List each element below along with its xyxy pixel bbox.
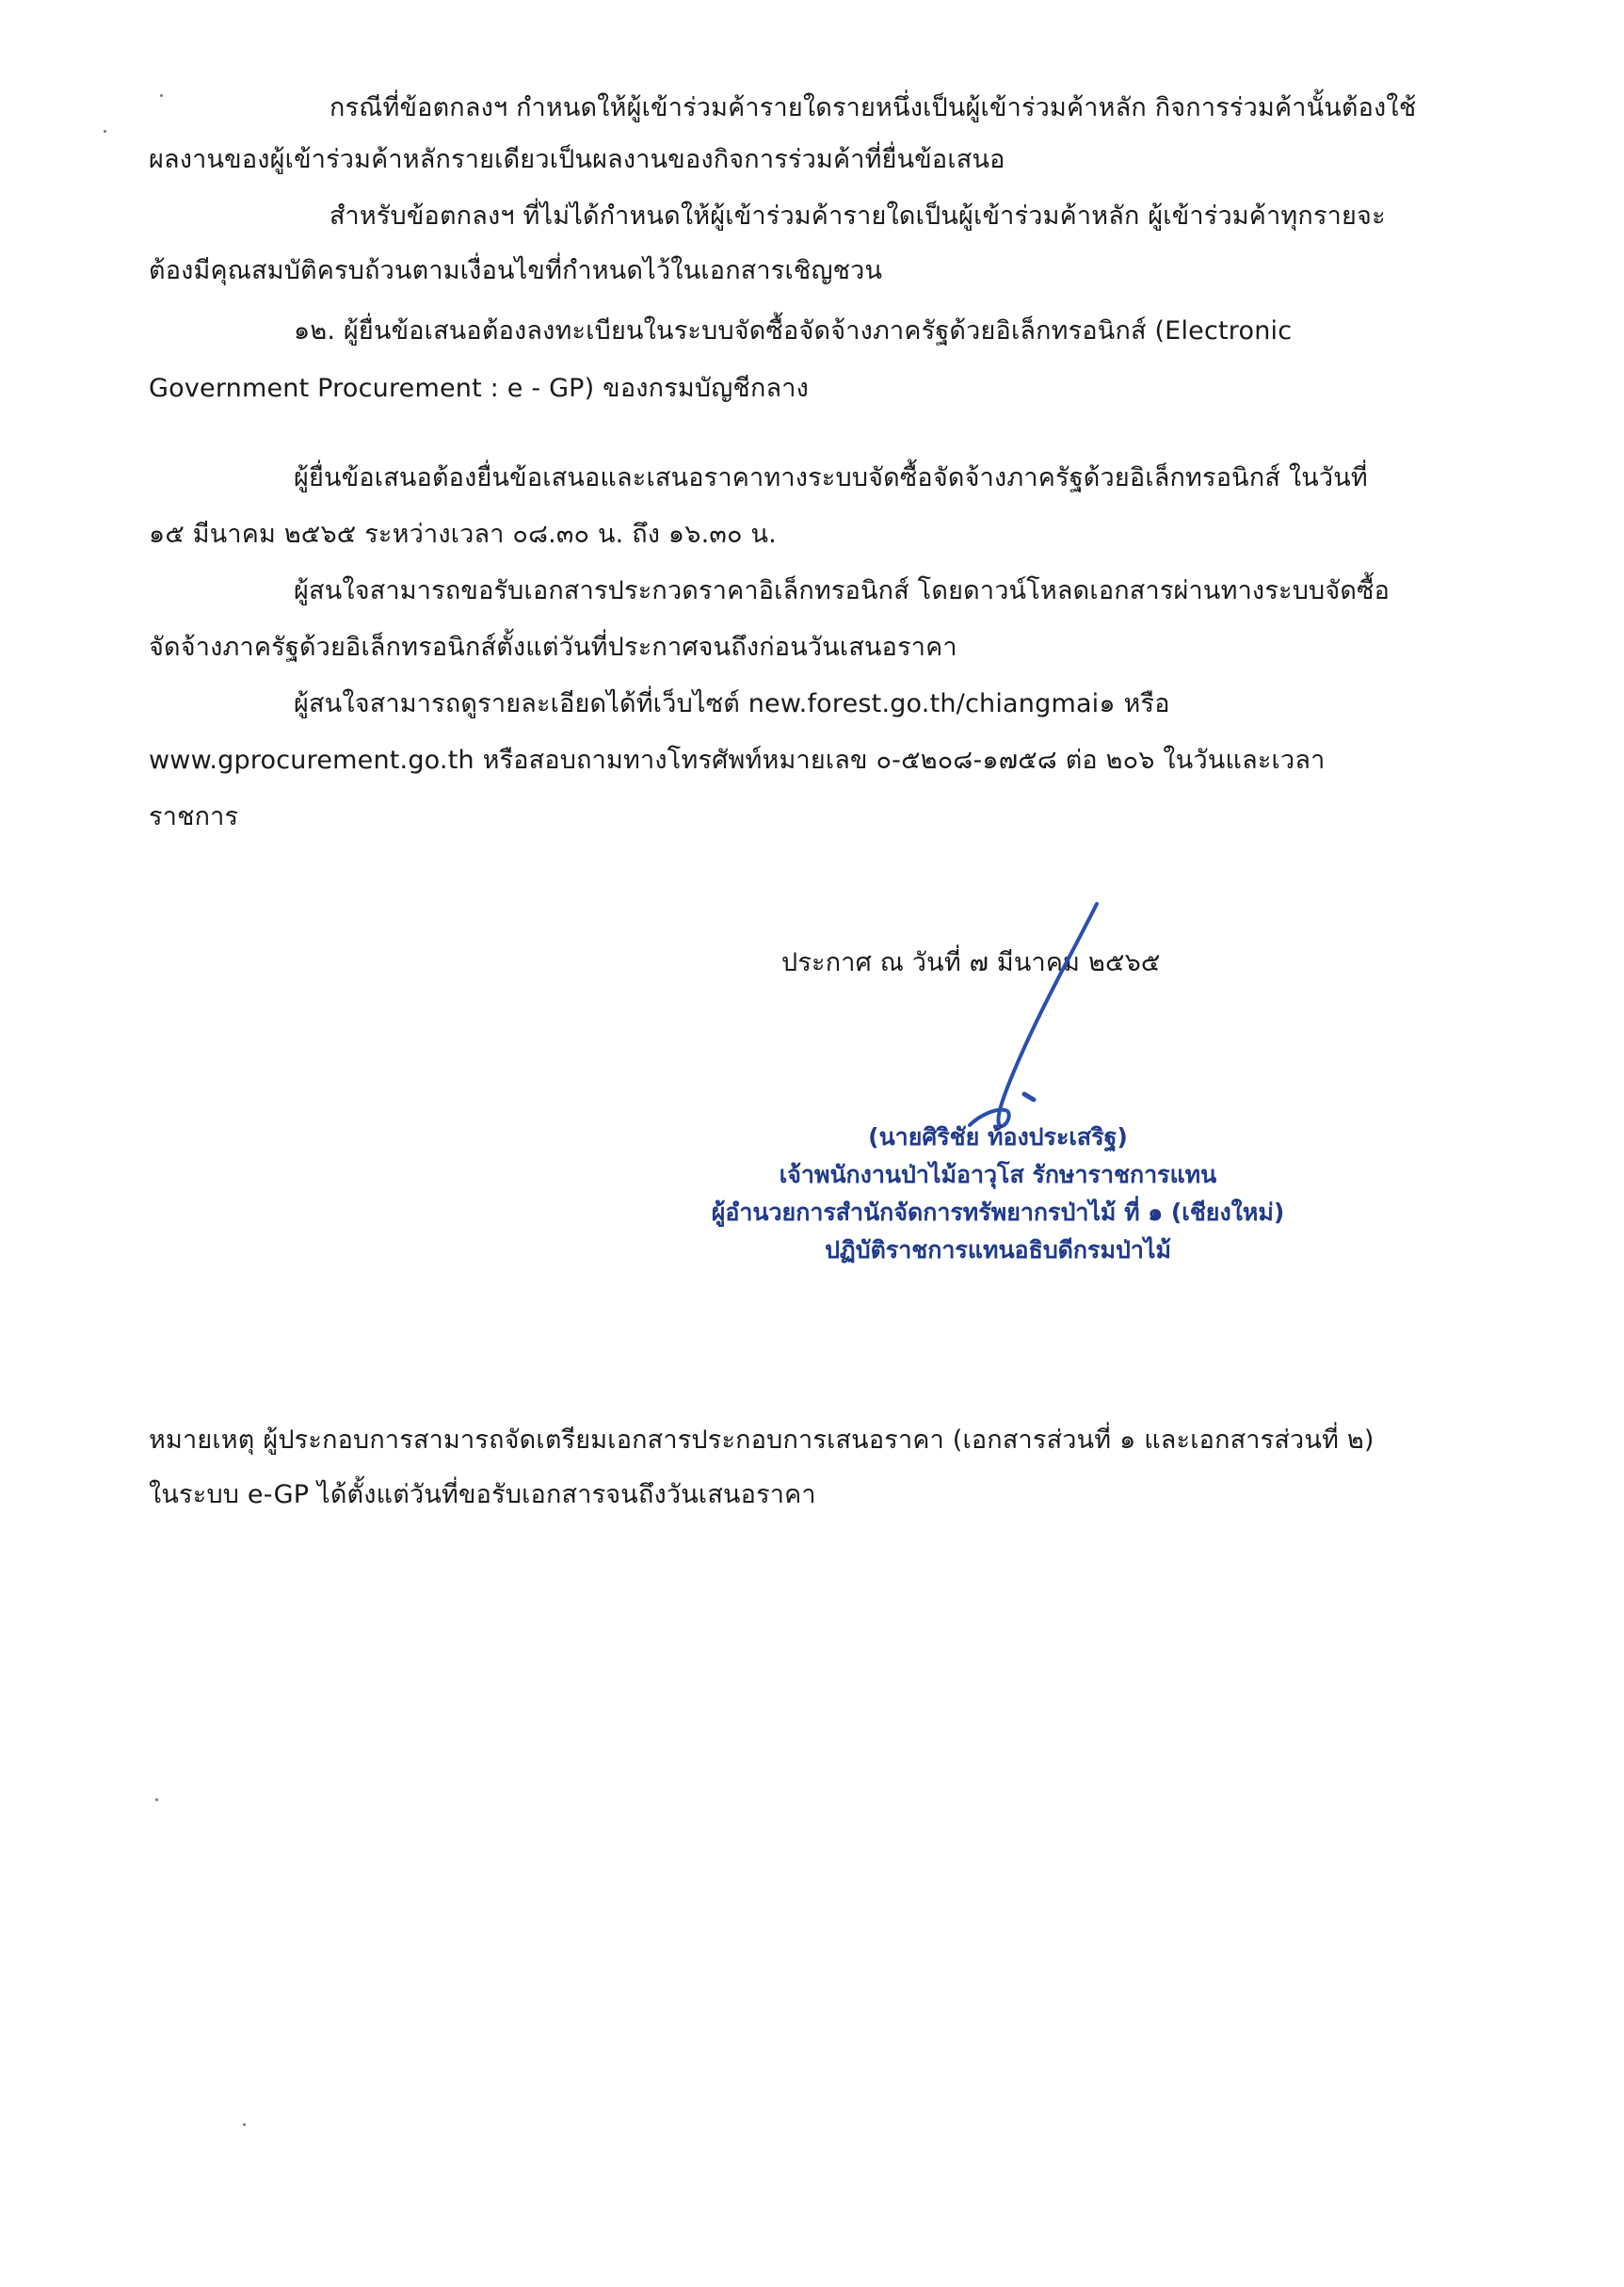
scan-speck (160, 94, 163, 97)
remark-line-1: หมายเหตุ ผู้ประกอบการสามารถจัดเตรียมเอกสารประกอบการเสนอราคา (เอกสารส่วนที่ ๑ และเอกสารส่วนที่ ๒) (149, 1425, 1375, 1455)
paragraph-3-line-2: Government Procurement : e - GP) ของกรมบัญชีกลาง (149, 374, 809, 403)
paragraph-6-line-1: ผู้สนใจสามารถดูรายละเอียดได้ที่เว็บไซต์ new.forest.go.th/chiangmai๑ หรือ (294, 689, 1170, 718)
signatory-title-3: ปฏิบัติราชการแทนอธิบดีกรมป่าไม้ (825, 1236, 1171, 1264)
scan-speck (104, 130, 106, 133)
scan-speck (243, 2123, 246, 2126)
remark-line-2: ในระบบ e-GP ได้ตั้งแต่วันที่ขอรับเอกสารจนถึงวันเสนอราคา (149, 1480, 816, 1509)
signatory-name: (นายศิริชัย ท้องประเสริฐ) (868, 1123, 1128, 1151)
paragraph-3-line-1: ๑๒. ผู้ยื่นข้อเสนอต้องลงทะเบียนในระบบจัดซื้อจัดจ้างภาครัฐด้วยอิเล็กทรอนิกส์ (Electronic (294, 316, 1293, 346)
paragraph-6-line-3: ราชการ (149, 802, 239, 831)
paragraph-2-line-1: สำหรับข้อตกลงฯ ที่ไม่ได้กำหนดให้ผู้เข้าร่วมค้ารายใดเป็นผู้เข้าร่วมค้าหลัก ผู้เข้าร่วมค้าทุกรายจะ (330, 201, 1386, 231)
paragraph-1-line-2: ผลงานของผู้เข้าร่วมค้าหลักรายเดียวเป็นผลงานของกิจการร่วมค้าที่ยื่นข้อเสนอ (149, 145, 1005, 174)
paragraph-5-line-2: จัดจ้างภาครัฐด้วยอิเล็กทรอนิกส์ตั้งแต่วันที่ประกาศจนถึงก่อนวันเสนอราคา (149, 633, 957, 662)
paragraph-4-line-2: ๑๕ มีนาคม ๒๕๖๕ ระหว่างเวลา ๐๘.๓๐ น. ถึง ๑๖.๓๐ น. (149, 520, 777, 549)
paragraph-4-line-1: ผู้ยื่นข้อเสนอต้องยื่นข้อเสนอและเสนอราคาทางระบบจัดซื้อจัดจ้างภาครัฐด้วยอิเล็กทรอนิกส์ ในวันที่ (294, 463, 1368, 492)
paragraph-6-line-2: www.gprocurement.go.th หรือสอบถามทางโทรศัพท์หมายเลข ๐-๕๒๐๘-๑๗๕๘ ต่อ ๒๐๖ ในวันและเวลา (149, 746, 1326, 775)
announcement-date: ประกาศ ณ วันที่ ๗ มีนาคม ๒๕๖๕ (781, 948, 1161, 977)
signatory-block (697, 1119, 1299, 1269)
signatory-title-2: ผู้อำนวยการสำนักจัดการทรัพยากรป่าไม้ ที่ ๑ (เชียงใหม่) (711, 1199, 1285, 1226)
paragraph-2-line-2: ต้องมีคุณสมบัติครบถ้วนตามเงื่อนไขที่กำหนดไว้ในเอกสารเชิญชวน (149, 256, 883, 285)
paragraph-1-line-1: กรณีที่ข้อตกลงฯ กำหนดให้ผู้เข้าร่วมค้ารายใดรายหนึ่งเป็นผู้เข้าร่วมค้าหลัก กิจการร่วมค้านั้นต้องใช้ (330, 93, 1417, 122)
scan-speck (155, 1798, 158, 1801)
signatory-title-1: เจ้าพนักงานป่าไม้อาวุโส รักษาราชการแทน (779, 1161, 1217, 1188)
paragraph-5-line-1: ผู้สนใจสามารถขอรับเอกสารประกวดราคาอิเล็กทรอนิกส์ โดยดาวน์โหลดเอกสารผ่านทางระบบจัดซื้อ (294, 576, 1391, 605)
